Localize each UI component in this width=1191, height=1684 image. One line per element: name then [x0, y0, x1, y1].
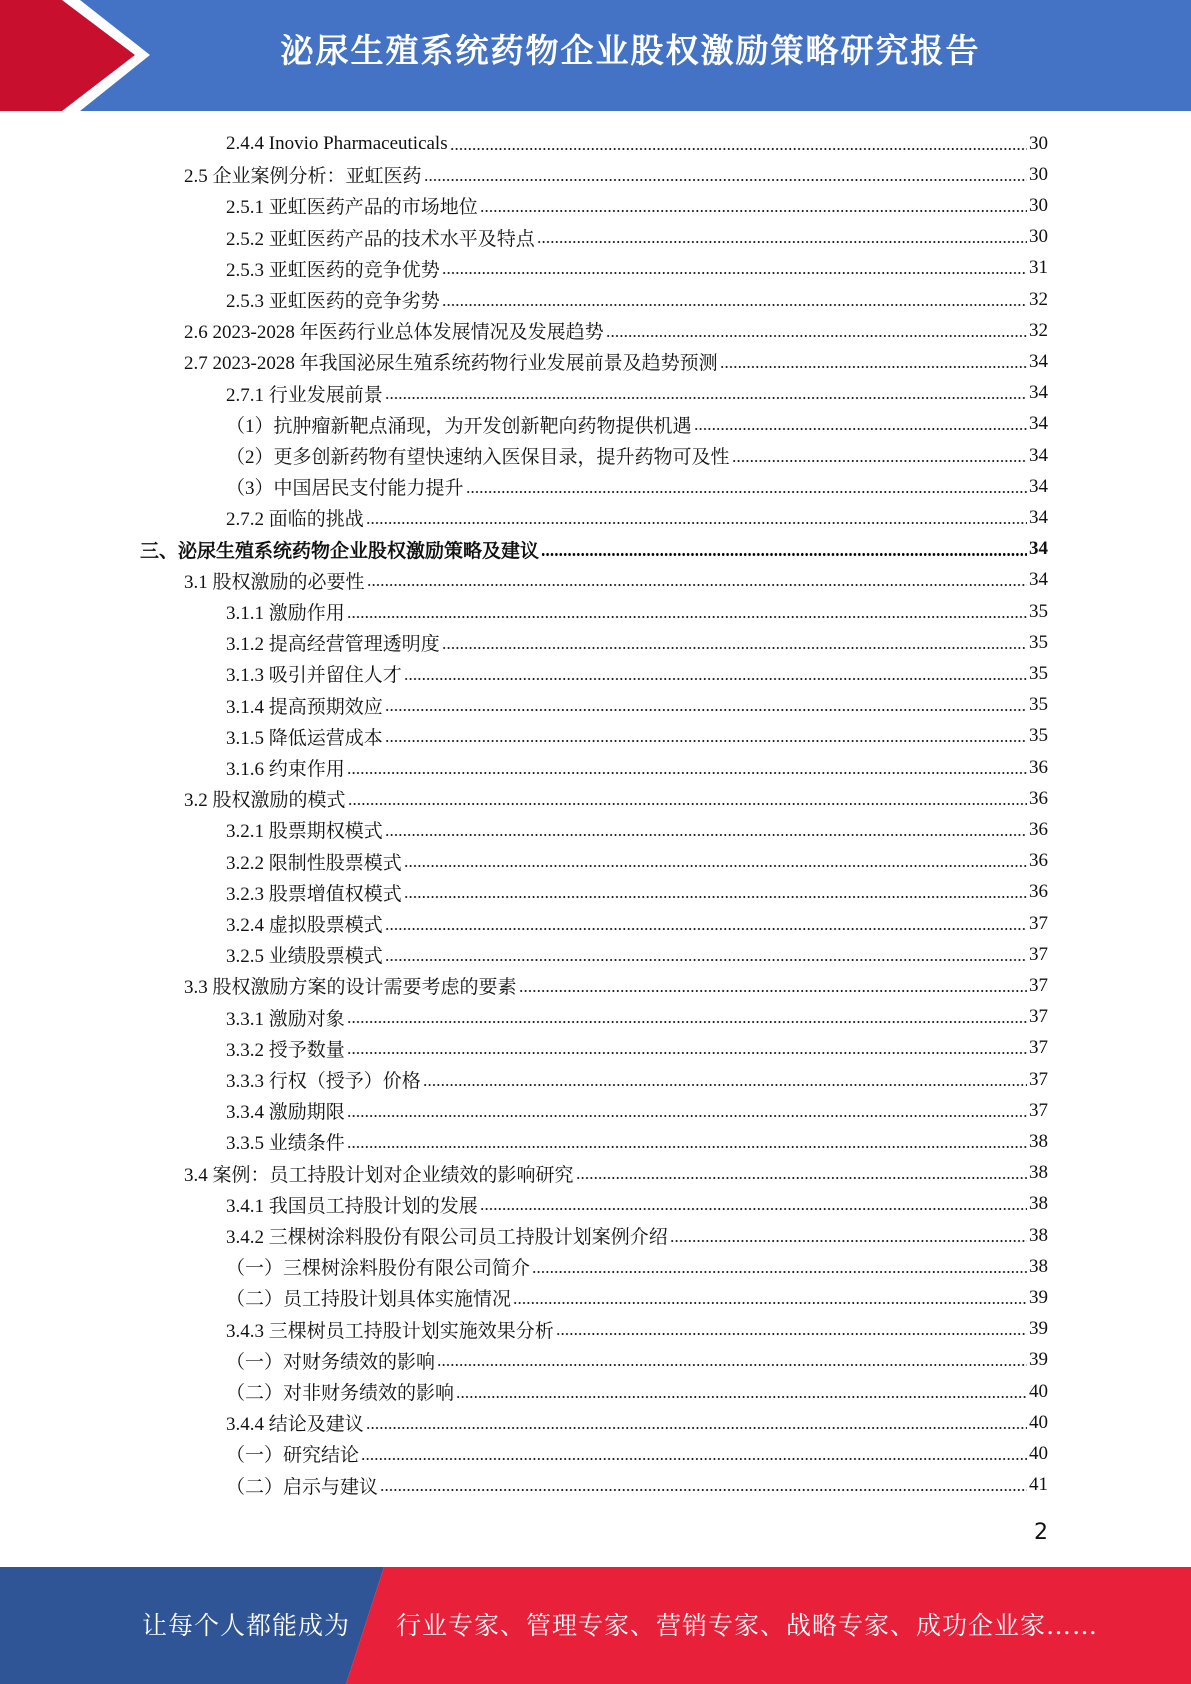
toc-entry[interactable]	[226, 253, 1048, 284]
toc-dot-leader	[576, 1177, 1027, 1179]
toc-dot-leader	[537, 241, 1027, 243]
toc-entry-label: 2.6 2023-2028 年医药行业总体发展情况及发展趋势	[184, 322, 604, 344]
toc-entry-label: 3.4 案例：员工持股计划对企业绩效的影响研究	[184, 1164, 574, 1186]
toc-dot-leader	[606, 335, 1027, 337]
toc-entry-label: 2.7.1 行业发展前景	[226, 384, 383, 406]
toc-entry-label: （二）员工持股计划具体实施情况	[226, 1289, 512, 1311]
toc-dot-leader	[366, 1427, 1027, 1429]
toc-entry[interactable]	[140, 534, 1048, 565]
toc-entry-page: 35	[1029, 662, 1048, 684]
toc-entry[interactable]	[226, 1470, 1048, 1501]
toc-entry[interactable]	[226, 627, 1048, 658]
toc-entry-page: 34	[1029, 444, 1048, 466]
toc-dot-leader	[385, 709, 1027, 711]
toc-entry-label: （3）中国居民支付能力提升	[226, 478, 464, 500]
toc-entry[interactable]	[226, 1064, 1048, 1095]
toc-dot-leader	[385, 740, 1027, 742]
toc-entry-label: 3.2.2 限制性股票模式	[226, 852, 402, 874]
toc-dot-leader	[519, 990, 1027, 992]
toc-entry-page: 32	[1029, 319, 1048, 341]
toc-entry-label: 3.3.4 激励期限	[226, 1102, 345, 1124]
toc-entry[interactable]	[184, 159, 1048, 190]
toc-entry-page: 37	[1029, 1006, 1048, 1028]
toc-entry-page: 38	[1029, 1255, 1048, 1277]
toc-dot-leader	[450, 148, 1027, 150]
toc-entry-label: （一）三棵树涂料股份有限公司简介	[226, 1258, 531, 1280]
toc-dot-leader	[347, 772, 1027, 774]
toc-entry-page: 39	[1029, 1286, 1048, 1308]
toc-dot-leader	[404, 678, 1027, 680]
toc-entry-page: 38	[1029, 1193, 1048, 1215]
toc-entry-label: 3.3.1 激励对象	[226, 1008, 345, 1030]
toc-entry-label: 2.7.2 面临的挑战	[226, 509, 364, 531]
toc-entry-label: 3.1.4 提高预期效应	[226, 696, 383, 718]
toc-entry-page: 37	[1029, 974, 1048, 996]
toc-dot-leader	[366, 522, 1027, 524]
toc-dot-leader	[480, 1208, 1027, 1210]
toc-entry-page: 36	[1029, 818, 1048, 840]
toc-entry-page: 37	[1029, 1099, 1048, 1121]
toc-dot-leader	[385, 834, 1027, 836]
toc-entry[interactable]	[226, 1376, 1048, 1407]
toc-entry-page: 38	[1029, 1162, 1048, 1184]
toc-entry[interactable]	[226, 721, 1048, 752]
toc-dot-leader	[404, 896, 1027, 898]
toc-entry-label: 3.2.4 虚拟股票模式	[226, 915, 383, 936]
toc-entry-label: 3.3.5 业绩条件	[226, 1133, 345, 1155]
toc-entry-page: 40	[1029, 1411, 1048, 1433]
toc-dot-leader	[347, 616, 1027, 618]
toc-entry[interactable]	[226, 1002, 1048, 1033]
toc-entry-label: 3.3.3 行权（授予）价格	[226, 1071, 421, 1092]
page-number: 2	[1034, 1520, 1048, 1545]
toc-entry[interactable]	[226, 409, 1048, 440]
toc-entry-page: 30	[1029, 194, 1048, 216]
toc-entry-page: 31	[1029, 257, 1048, 279]
toc-entry-label: 3.1 股权激励的必要性	[184, 571, 365, 593]
toc-entry[interactable]	[226, 284, 1048, 315]
toc-dot-leader	[424, 179, 1027, 181]
toc-entry-label: 3.3 股权激励方案的设计需要考虑的要素	[184, 977, 517, 999]
toc-entry-page: 35	[1029, 600, 1048, 622]
toc-dot-leader	[670, 1240, 1027, 1242]
toc-entry-label: 3.1.6 约束作用	[226, 759, 345, 780]
toc-entry-page: 41	[1029, 1474, 1048, 1496]
toc-entry-label: （1）抗肿瘤新靶点涌现，为开发创新靶向药物提供机遇	[226, 415, 692, 437]
toc-dot-leader	[347, 1021, 1027, 1023]
toc-entry[interactable]	[184, 565, 1048, 596]
toc-entry-page: 36	[1029, 850, 1048, 872]
toc-dot-leader	[720, 366, 1027, 368]
toc-entry-page: 34	[1029, 475, 1048, 497]
toc-dot-leader	[347, 1146, 1027, 1148]
toc-dot-leader	[732, 460, 1027, 462]
toc-entry-page: 34	[1029, 350, 1048, 372]
toc-dot-leader	[380, 1489, 1027, 1491]
toc-entry[interactable]	[226, 440, 1048, 471]
toc-entry[interactable]	[226, 1407, 1048, 1438]
toc-entry-page: 34	[1029, 413, 1048, 435]
footer-slogan-left: 让每个人都能成为	[142, 1611, 351, 1640]
toc-entry-page: 36	[1029, 787, 1048, 809]
toc-entry[interactable]	[226, 877, 1048, 908]
toc-entry[interactable]	[184, 970, 1048, 1001]
toc-dot-leader	[466, 491, 1027, 493]
toc-entry[interactable]	[226, 1126, 1048, 1157]
toc-entry-page: 34	[1029, 506, 1048, 528]
toc-entry[interactable]	[226, 596, 1048, 627]
toc-dot-leader	[532, 1271, 1027, 1273]
toc-dot-leader	[437, 1364, 1027, 1366]
toc-entry-label: （二）对非财务绩效的影响	[226, 1383, 455, 1404]
toc-entry[interactable]	[226, 1314, 1048, 1345]
toc-entry-label: 3.4.2 三棵树涂料股份有限公司员工持股计划案例介绍	[226, 1227, 668, 1248]
toc-entry-page: 34	[1029, 382, 1048, 404]
toc-entry[interactable]	[226, 939, 1048, 970]
toc-entry-page: 35	[1029, 725, 1048, 747]
toc-entry-label: 2.5 企业案例分析：亚虹医药	[184, 166, 422, 188]
toc-entry[interactable]	[226, 1251, 1048, 1282]
toc-entry-page: 36	[1029, 756, 1048, 778]
toc-entry-page: 30	[1029, 132, 1048, 154]
toc-dot-leader	[347, 1115, 1027, 1117]
toc-entry-page: 37	[1029, 1068, 1048, 1090]
toc-entry-page: 35	[1029, 694, 1048, 716]
toc-dot-leader	[423, 1084, 1027, 1086]
toc-entry-label: 3.1.3 吸引并留住人才	[226, 665, 402, 687]
toc-entry-page: 40	[1029, 1442, 1048, 1464]
toc-entry[interactable]	[226, 378, 1048, 409]
toc-entry-label: （2）更多创新药物有望快速纳入医保目录，提升药物可及性	[226, 447, 730, 468]
toc-dot-leader	[385, 959, 1027, 961]
toc-entry-page: 40	[1029, 1380, 1048, 1402]
toc-dot-leader	[347, 1052, 1027, 1054]
toc-entry-label: 3.2 股权激励的模式	[184, 790, 346, 812]
toc-entry-label: （二）启示与建议	[226, 1476, 379, 1498]
toc-entry-page: 38	[1029, 1130, 1048, 1152]
toc-entry-page: 37	[1029, 943, 1048, 965]
toc-dot-leader	[513, 1302, 1027, 1304]
toc-dot-leader	[442, 304, 1027, 306]
toc-entry-page: 39	[1029, 1318, 1048, 1340]
toc-entry[interactable]	[226, 1095, 1048, 1126]
toc-entry-page: 39	[1029, 1349, 1048, 1371]
toc-entry-label: 3.2.1 股票期权模式	[226, 821, 383, 843]
toc-entry[interactable]	[184, 783, 1048, 814]
report-title: 泌尿生殖系统药物企业股权激励策略研究报告	[280, 31, 981, 70]
toc-entry[interactable]	[226, 658, 1048, 689]
toc-entry-page: 30	[1029, 163, 1048, 185]
toc-entry[interactable]	[226, 190, 1048, 221]
toc-entry-page: 37	[1029, 1037, 1048, 1059]
toc-entry[interactable]	[226, 128, 1048, 159]
toc-entry[interactable]	[184, 1158, 1048, 1189]
toc-entry-label: 三、泌尿生殖系统药物企业股权激励策略及建议	[140, 540, 540, 562]
toc-dot-leader	[480, 210, 1027, 212]
toc-entry-page: 38	[1029, 1224, 1048, 1246]
toc-entry-label: 3.4.1 我国员工持股计划的发展	[226, 1195, 478, 1217]
toc-entry-page: 37	[1029, 912, 1048, 934]
toc-entry-page: 36	[1029, 881, 1048, 903]
toc-entry-label: 2.5.1 亚虹医药产品的市场地位	[226, 197, 478, 219]
toc-entry-label: 3.2.5 业绩股票模式	[226, 946, 383, 968]
toc-entry[interactable]	[226, 1220, 1048, 1251]
toc-entry-page: 30	[1029, 226, 1048, 248]
toc-dot-leader	[541, 553, 1027, 556]
toc-entry[interactable]	[226, 502, 1048, 533]
toc-entry-label: 3.4.3 三棵树员工持股计划实施效果分析	[226, 1320, 554, 1342]
toc-entry-page: 34	[1029, 569, 1048, 591]
header-band	[0, 0, 1191, 111]
footer-band	[0, 1567, 1191, 1684]
toc-entry-label: 2.5.2 亚虹医药产品的技术水平及特点	[226, 228, 535, 250]
toc-entry-label: 2.7 2023-2028 年我国泌尿生殖系统药物行业发展前景及趋势预测	[184, 353, 718, 375]
toc-entry-page: 32	[1029, 288, 1048, 310]
toc-entry[interactable]	[226, 1345, 1048, 1376]
toc-dot-leader	[385, 928, 1027, 930]
toc-entry[interactable]	[226, 1282, 1048, 1313]
toc-dot-leader	[556, 1333, 1027, 1335]
toc-dot-leader	[361, 1458, 1027, 1460]
toc-dot-leader	[442, 272, 1027, 274]
toc-entry[interactable]	[184, 315, 1048, 346]
toc-entry-label: 2.4.4 Inovio Pharmaceuticals	[226, 132, 448, 154]
toc-entry-label: 3.3.2 授予数量	[226, 1039, 345, 1061]
toc-entry[interactable]	[226, 908, 1048, 939]
toc-dot-leader	[442, 647, 1027, 649]
toc-entry-label: 3.1.1 激励作用	[226, 603, 345, 624]
toc-entry[interactable]	[184, 346, 1048, 377]
toc-entry[interactable]	[226, 222, 1048, 253]
toc-dot-leader	[404, 865, 1027, 867]
toc-entry[interactable]	[226, 1033, 1048, 1064]
toc-entry[interactable]	[226, 471, 1048, 502]
toc-entry-label: 3.1.5 降低运营成本	[226, 727, 383, 749]
toc-entry-label: 3.4.4 结论及建议	[226, 1414, 364, 1436]
toc-entry[interactable]	[226, 752, 1048, 783]
toc-dot-leader	[694, 428, 1027, 430]
toc-entry-label: （一）研究结论	[226, 1445, 360, 1467]
toc-dot-leader	[385, 397, 1027, 399]
toc-entry[interactable]	[226, 814, 1048, 845]
toc-entry-page: 34	[1029, 538, 1048, 560]
toc-entry-label: 2.5.3 亚虹医药的竞争劣势	[226, 291, 440, 312]
toc-entry[interactable]	[226, 1189, 1048, 1220]
footer-slogan-right: 行业专家、管理专家、营销专家、战略专家、成功企业家……	[396, 1611, 1099, 1640]
toc-entry-label: 3.2.3 股票增值权模式	[226, 883, 402, 905]
toc-entry[interactable]	[226, 846, 1048, 877]
toc-entry[interactable]	[226, 1438, 1048, 1469]
toc-entry-label: 3.1.2 提高经营管理透明度	[226, 634, 440, 656]
toc-entry-label: 2.5.3 亚虹医药的竞争优势	[226, 259, 440, 281]
toc-entry-label: （一）对财务绩效的影响	[226, 1351, 436, 1373]
toc-dot-leader	[456, 1396, 1027, 1398]
toc-entry[interactable]	[226, 690, 1048, 721]
toc-entry-page: 35	[1029, 631, 1048, 653]
toc-dot-leader	[367, 584, 1027, 586]
toc-dot-leader	[348, 803, 1027, 805]
